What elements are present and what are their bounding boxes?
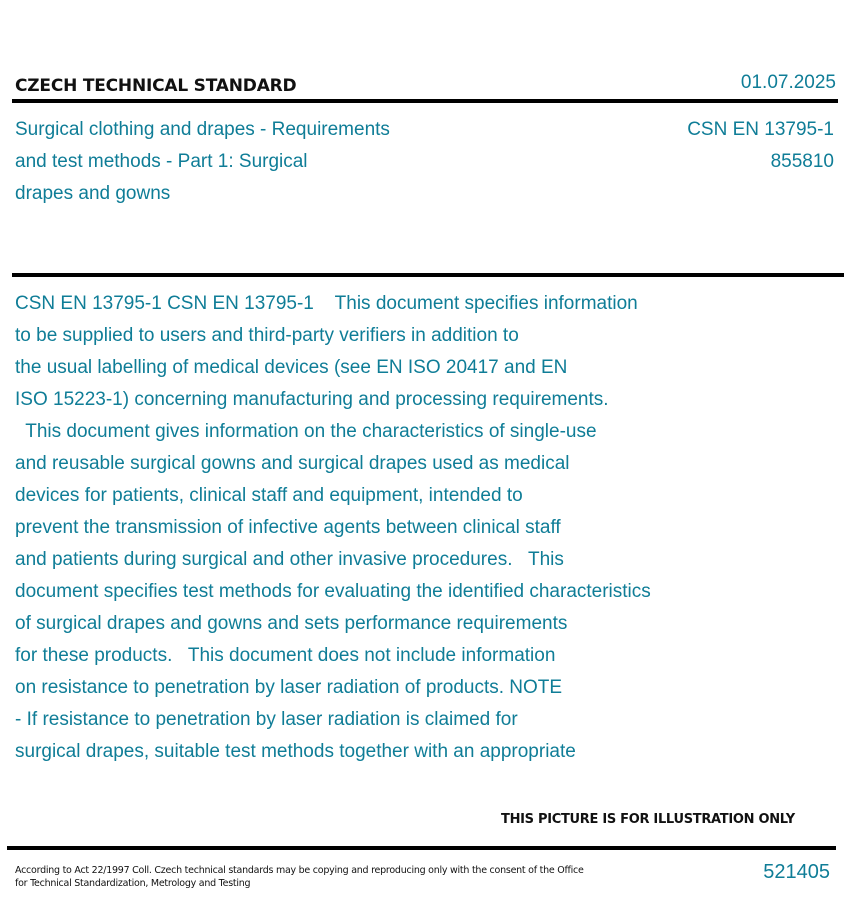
subject-line: drapes and gowns xyxy=(15,183,171,204)
subject-line: Surgical clothing and drapes - Requirements xyxy=(15,119,390,140)
abstract-line: This document gives information on the characteristics of single-use xyxy=(15,421,597,442)
standard-abstract xyxy=(15,288,755,768)
publication-date: 01.07.2025 xyxy=(740,72,836,93)
copyright-notice xyxy=(15,865,595,890)
copyright-line: for Technical Standardization, Metrology and Testing xyxy=(15,877,251,889)
abstract-line: CSN EN 13795-1 CSN EN 13795-1 This document specifies information xyxy=(15,293,638,314)
section-divider xyxy=(12,273,844,277)
copyright-line: According to Act 22/1997 Coll. Czech technical standards may be copying and reproducing only with the consent of the Office xyxy=(15,865,584,876)
abstract-line: for these products. This document does not include information xyxy=(15,645,556,666)
document-type-title: CZECH TECHNICAL STANDARD xyxy=(15,76,297,96)
footer-divider xyxy=(7,846,836,850)
classification-number: 855810 xyxy=(770,151,834,172)
abstract-line: on resistance to penetration by laser radiation of products. NOTE xyxy=(15,677,563,698)
abstract-line: and patients during surgical and other invasive procedures. This xyxy=(15,549,564,570)
abstract-line: - If resistance to penetration by laser radiation is claimed for xyxy=(15,709,518,730)
standard-subject xyxy=(15,114,455,210)
standard-identifier xyxy=(687,114,834,178)
abstract-line: devices for patients, clinical staff and equipment, intended to xyxy=(15,485,523,506)
abstract-line: document specifies test methods for evaluating the identified characteristics xyxy=(15,581,651,602)
abstract-line: surgical drapes, suitable test methods together with an appropriate xyxy=(15,741,576,762)
abstract-line: the usual labelling of medical devices (see EN ISO 20417 and EN xyxy=(15,357,568,378)
standard-code: CSN EN 13795-1 xyxy=(687,119,834,140)
catalog-number: 521405 xyxy=(763,861,830,883)
abstract-line: and reusable surgical gowns and surgical drapes used as medical xyxy=(15,453,570,474)
illustration-disclaimer: THIS PICTURE IS FOR ILLUSTRATION ONLY xyxy=(501,812,795,827)
abstract-line: prevent the transmission of infective agents between clinical staff xyxy=(15,517,561,538)
header-divider xyxy=(12,99,838,103)
abstract-line: to be supplied to users and third-party verifiers in addition to xyxy=(15,325,519,346)
subject-line: and test methods - Part 1: Surgical xyxy=(15,151,308,172)
abstract-line: ISO 15223-1) concerning manufacturing and processing requirements. xyxy=(15,389,609,410)
abstract-line: of surgical drapes and gowns and sets performance requirements xyxy=(15,613,568,634)
